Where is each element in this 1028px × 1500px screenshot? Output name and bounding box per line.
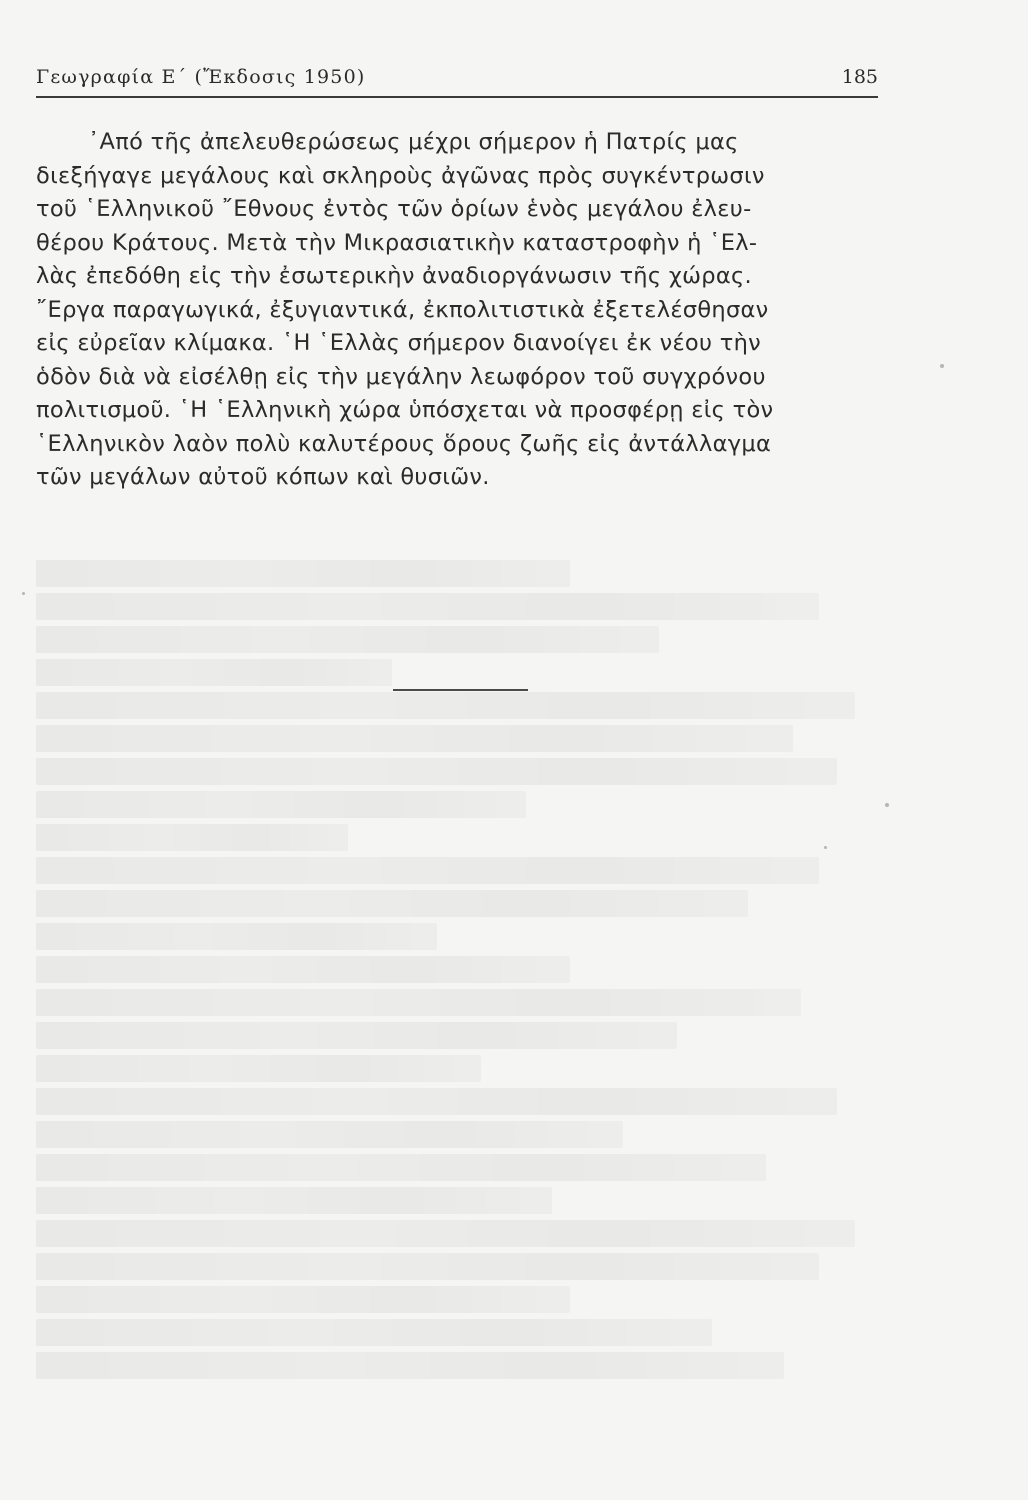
- paragraph-line: πολιτισμοῦ. ῾Η ῾Ελληνικὴ χώρα ὑπόσχεται νὰ προσφέρῃ εἰς τὸν: [36, 397, 774, 423]
- paragraph: [36, 126, 881, 495]
- paragraph-line: τοῦ ῾Ελληνικοῦ ῎Εθνους ἐντὸς τῶν ὁρίων ἑνὸς μεγάλου ἐλευ-: [36, 196, 752, 222]
- paragraph-line: εἰς εὐρεῖαν κλίμακα. ῾Η ῾Ελλὰς σήμερον διανοίγει ἐκ νέου τὴν: [36, 330, 762, 356]
- header-rule: [36, 96, 878, 98]
- paragraph-line: ῎Εργα παραγωγικά, ἐξυγιαντικά, ἐκπολιτιστικὰ ἐξετελέσθησαν: [36, 296, 769, 323]
- scan-speck: [940, 364, 944, 368]
- scan-speck: [885, 803, 889, 807]
- running-title: Γεωγραφία Ε΄ (Ἔκδοσις 1950): [36, 66, 366, 88]
- paragraph-line: θέρου Κράτους. Μετὰ τὴν Μικρασιατικὴν καταστροφὴν ἡ ῾Ελ-: [36, 229, 758, 256]
- page-header: [36, 66, 878, 96]
- section-separator: [393, 689, 528, 691]
- paragraph-line: τῶν μεγάλων αὐτοῦ κόπων καὶ θυσιῶν.: [36, 464, 490, 490]
- paragraph-line: ῾Ελληνικὸν λαὸν πολὺ καλυτέρους ὅρους ζωῆς εἰς ἀντάλλαγμα: [36, 430, 772, 457]
- paragraph-line: λὰς ἐπεδόθη εἰς τὴν ἐσωτερικὴν ἀναδιοργάνωσιν τῆς χώρας.: [36, 263, 752, 289]
- paragraph-line: ᾿Από τῆς ἀπελευθερώσεως μέχρι σήμερον ἡ Πατρίς μας: [88, 129, 739, 155]
- page-number: 185: [841, 66, 878, 88]
- scan-speck: [22, 592, 25, 595]
- paragraph-line: ὁδὸν διὰ νὰ εἰσέλθῃ εἰς τὴν μεγάλην λεωφόρον τοῦ συγχρόνου: [36, 363, 766, 390]
- scan-speck: [824, 846, 827, 849]
- paragraph-line: διεξήγαγε μεγάλους καὶ σκληροὺς ἀγῶνας πρὸς συγκέντρωσιν: [36, 162, 765, 189]
